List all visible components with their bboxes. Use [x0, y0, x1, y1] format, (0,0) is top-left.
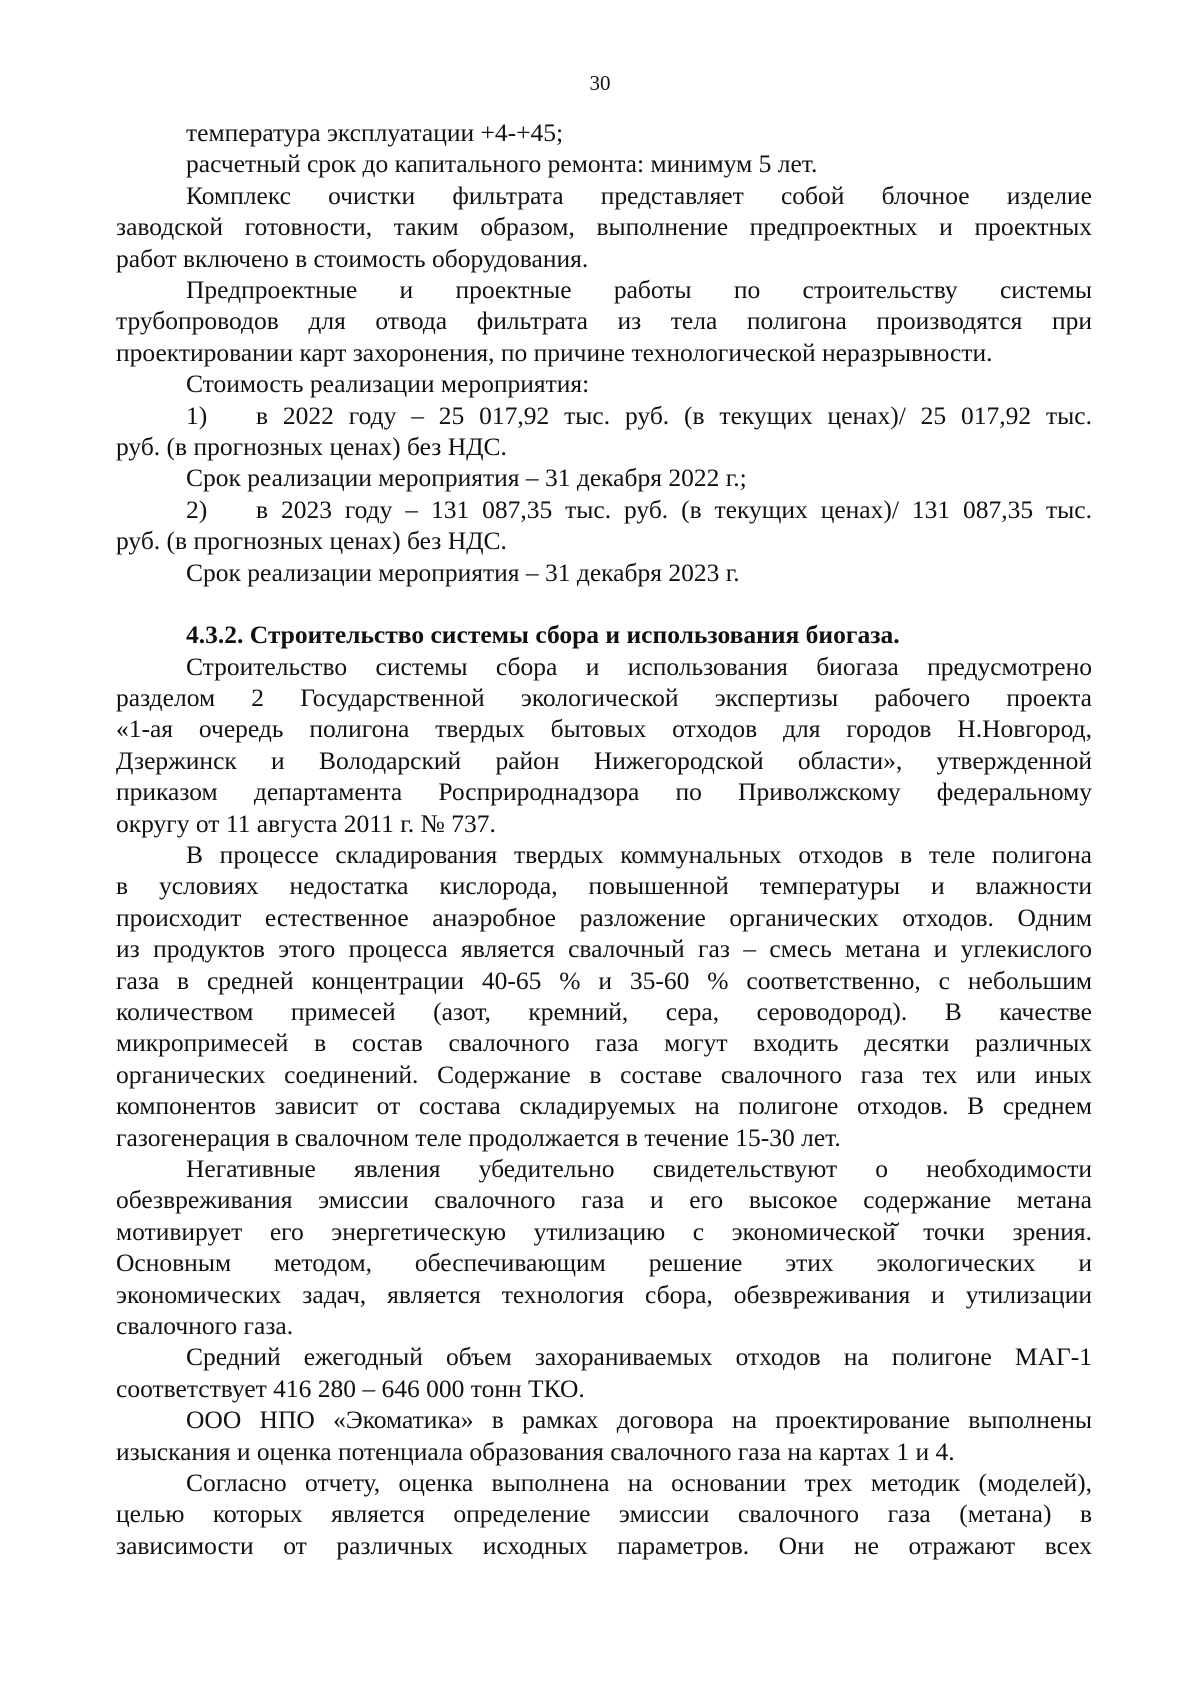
- text-line: Основным методом, обеспечивающим решение этих экологических и: [116, 1248, 1092, 1278]
- text-line: экономических задач, является технология сбора, обезвреживания и утилизации: [116, 1279, 1092, 1309]
- text-line: мотивирует его энергетическую утилизацию с экономической̆ точки зрения.: [116, 1216, 1092, 1246]
- text-line: приказом департамента Росприроднадзора по Приволжскому федеральному: [116, 777, 1092, 807]
- text-line: руб. (в прогнозных ценах) без НДС.: [116, 526, 507, 556]
- text-line: газа в средней концентрации 40-65 % и 35-60 % соответственно, с небольшим: [116, 965, 1092, 995]
- text-line: руб. (в прогнозных ценах) без НДС.: [116, 432, 507, 462]
- heading-text: 4.3.2. Строительство системы сбора и использования биогаза.: [186, 620, 900, 650]
- text-line: Предпроектные и проектные работы по строительству системы: [186, 275, 1092, 305]
- document-body: [116, 117, 1092, 1561]
- list-item-text: в 2023 году – 131 087,35 тыс. руб. (в текущих ценах)/ 131 087,35 тыс.: [256, 494, 1092, 524]
- text-line: разделом 2 Государственной экологической экспертизы рабочего проекта: [116, 682, 1092, 712]
- section-heading: [116, 619, 1092, 650]
- text-line: газогенерация в свалочном теле продолжается в течение 15-30 лет.: [116, 1122, 841, 1152]
- paragraph-cost-intro: [116, 368, 1092, 399]
- list-item-number: 2): [186, 494, 208, 524]
- text-line: трубопроводов для отвода фильтрата из тела полигона производятся при: [116, 306, 1092, 336]
- text-line: ООО НПО «Экоматика» в рамках договора на проектирование выполнены: [186, 1405, 1092, 1435]
- text-line: Срок реализации мероприятия – 31 декабря 2023 г.: [186, 557, 740, 587]
- list-item-2022: [116, 400, 1092, 463]
- text-line: происходит естественное анаэробное разложение органических отходов. Одним: [116, 902, 1092, 932]
- text-line: зависимости от различных исходных параметров. Они не отражают всех: [116, 1530, 1092, 1560]
- text-line: проектировании карт захоронения, по причине технологической неразрывности.: [116, 337, 993, 367]
- text-line: В процессе складирования твердых коммунальных отходов в теле полигона: [186, 839, 1092, 869]
- paragraph-deadline-2023: [116, 557, 1092, 588]
- paragraph-ekomatika: [116, 1404, 1092, 1467]
- page-number: 30: [589, 71, 611, 95]
- section-gap: [116, 588, 1092, 619]
- text-line: Дзержинск и Володарский район Нижегородской области», утвержденной: [116, 745, 1092, 775]
- text-line: «1-ая очередь полигона твердых бытовых отходов для городов Н.Новгород,: [116, 714, 1092, 744]
- text-line: из продуктов этого процесса является свалочный газ – смесь метана и углекислого: [116, 934, 1092, 964]
- paragraph-biogas-system: [116, 651, 1092, 839]
- text-line: соответствует 416 280 – 646 000 тонн ТКО.: [116, 1373, 585, 1403]
- text-line: [116, 400, 1092, 431]
- text-line: органических соединений. Содержание в составе свалочного газа тех или иных: [116, 1059, 1092, 1089]
- text-line: Средний ежегодный объем захораниваемых отходов на полигоне МАГ-1: [186, 1342, 1092, 1372]
- text-line: Строительство системы сбора и использования биогаза предусмотрено: [186, 651, 1092, 681]
- text-line: количеством примесей (азот, кремний, сера, сероводород). В качестве: [116, 996, 1092, 1026]
- list-item-2023: [116, 494, 1092, 557]
- paragraph-operating-temperature: [116, 117, 1092, 148]
- text-line: целью которых является определение эмиссии свалочного газа (метана) в: [116, 1499, 1092, 1529]
- text-line: округу от 11 августа 2011 г. № 737.: [116, 808, 496, 838]
- list-item-number: 1): [186, 400, 208, 430]
- paragraph-waste-volume: [116, 1341, 1092, 1404]
- text-line: компонентов зависит от состава складируемых на полигоне отходов. В среднем: [116, 1091, 1092, 1121]
- text-line: изыскания и оценка потенциала образования свалочного газа на картах 1 и 4.: [116, 1436, 955, 1466]
- text-line: микропримесей в состав свалочного газа могут входить десятки различных: [116, 1028, 1092, 1058]
- paragraph-landfill-gas: [116, 839, 1092, 1153]
- text-line: температура эксплуатации +4-+45;: [186, 118, 564, 147]
- text-line: расчетный срок до капитального ремонта: минимум 5 лет.: [186, 149, 818, 179]
- text-line: Согласно отчету, оценка выполнена на основании трех методик (моделей),: [186, 1468, 1092, 1498]
- text-line: заводской готовности, таким образом, выполнение предпроектных и проектных: [116, 212, 1092, 242]
- paragraph-preproject-works: [116, 274, 1092, 368]
- text-line: Стоимость реализации мероприятия:: [186, 369, 590, 399]
- paragraph-deadline-2022: [116, 462, 1092, 493]
- paragraph-methodology: [116, 1467, 1092, 1561]
- text-line: [116, 494, 1092, 525]
- text-line: Срок реализации мероприятия – 31 декабря 2022 г.;: [186, 463, 747, 493]
- text-line: в условиях недостатка кислорода, повышенной температуры и влажности: [116, 871, 1092, 901]
- text-line: Комплекс очистки фильтрата представляет собой блочное изделие: [186, 180, 1092, 210]
- list-item-text: в 2022 году – 25 017,92 тыс. руб. (в текущих ценах)/ 25 017,92 тыс.: [256, 400, 1092, 430]
- text-line: свалочного газа.: [116, 1311, 294, 1341]
- text-line: обезвреживания эмиссии свалочного газа и его высокое содержание метана: [116, 1185, 1092, 1215]
- paragraph-filtrate-complex: [116, 180, 1092, 274]
- paragraph-negative-effects: [116, 1153, 1092, 1341]
- text-line: Негативные явления убедительно свидетельствуют о необходимости: [186, 1154, 1092, 1183]
- paragraph-repair-period: [116, 148, 1092, 179]
- text-line: работ включено в стоимость оборудования.: [116, 243, 589, 273]
